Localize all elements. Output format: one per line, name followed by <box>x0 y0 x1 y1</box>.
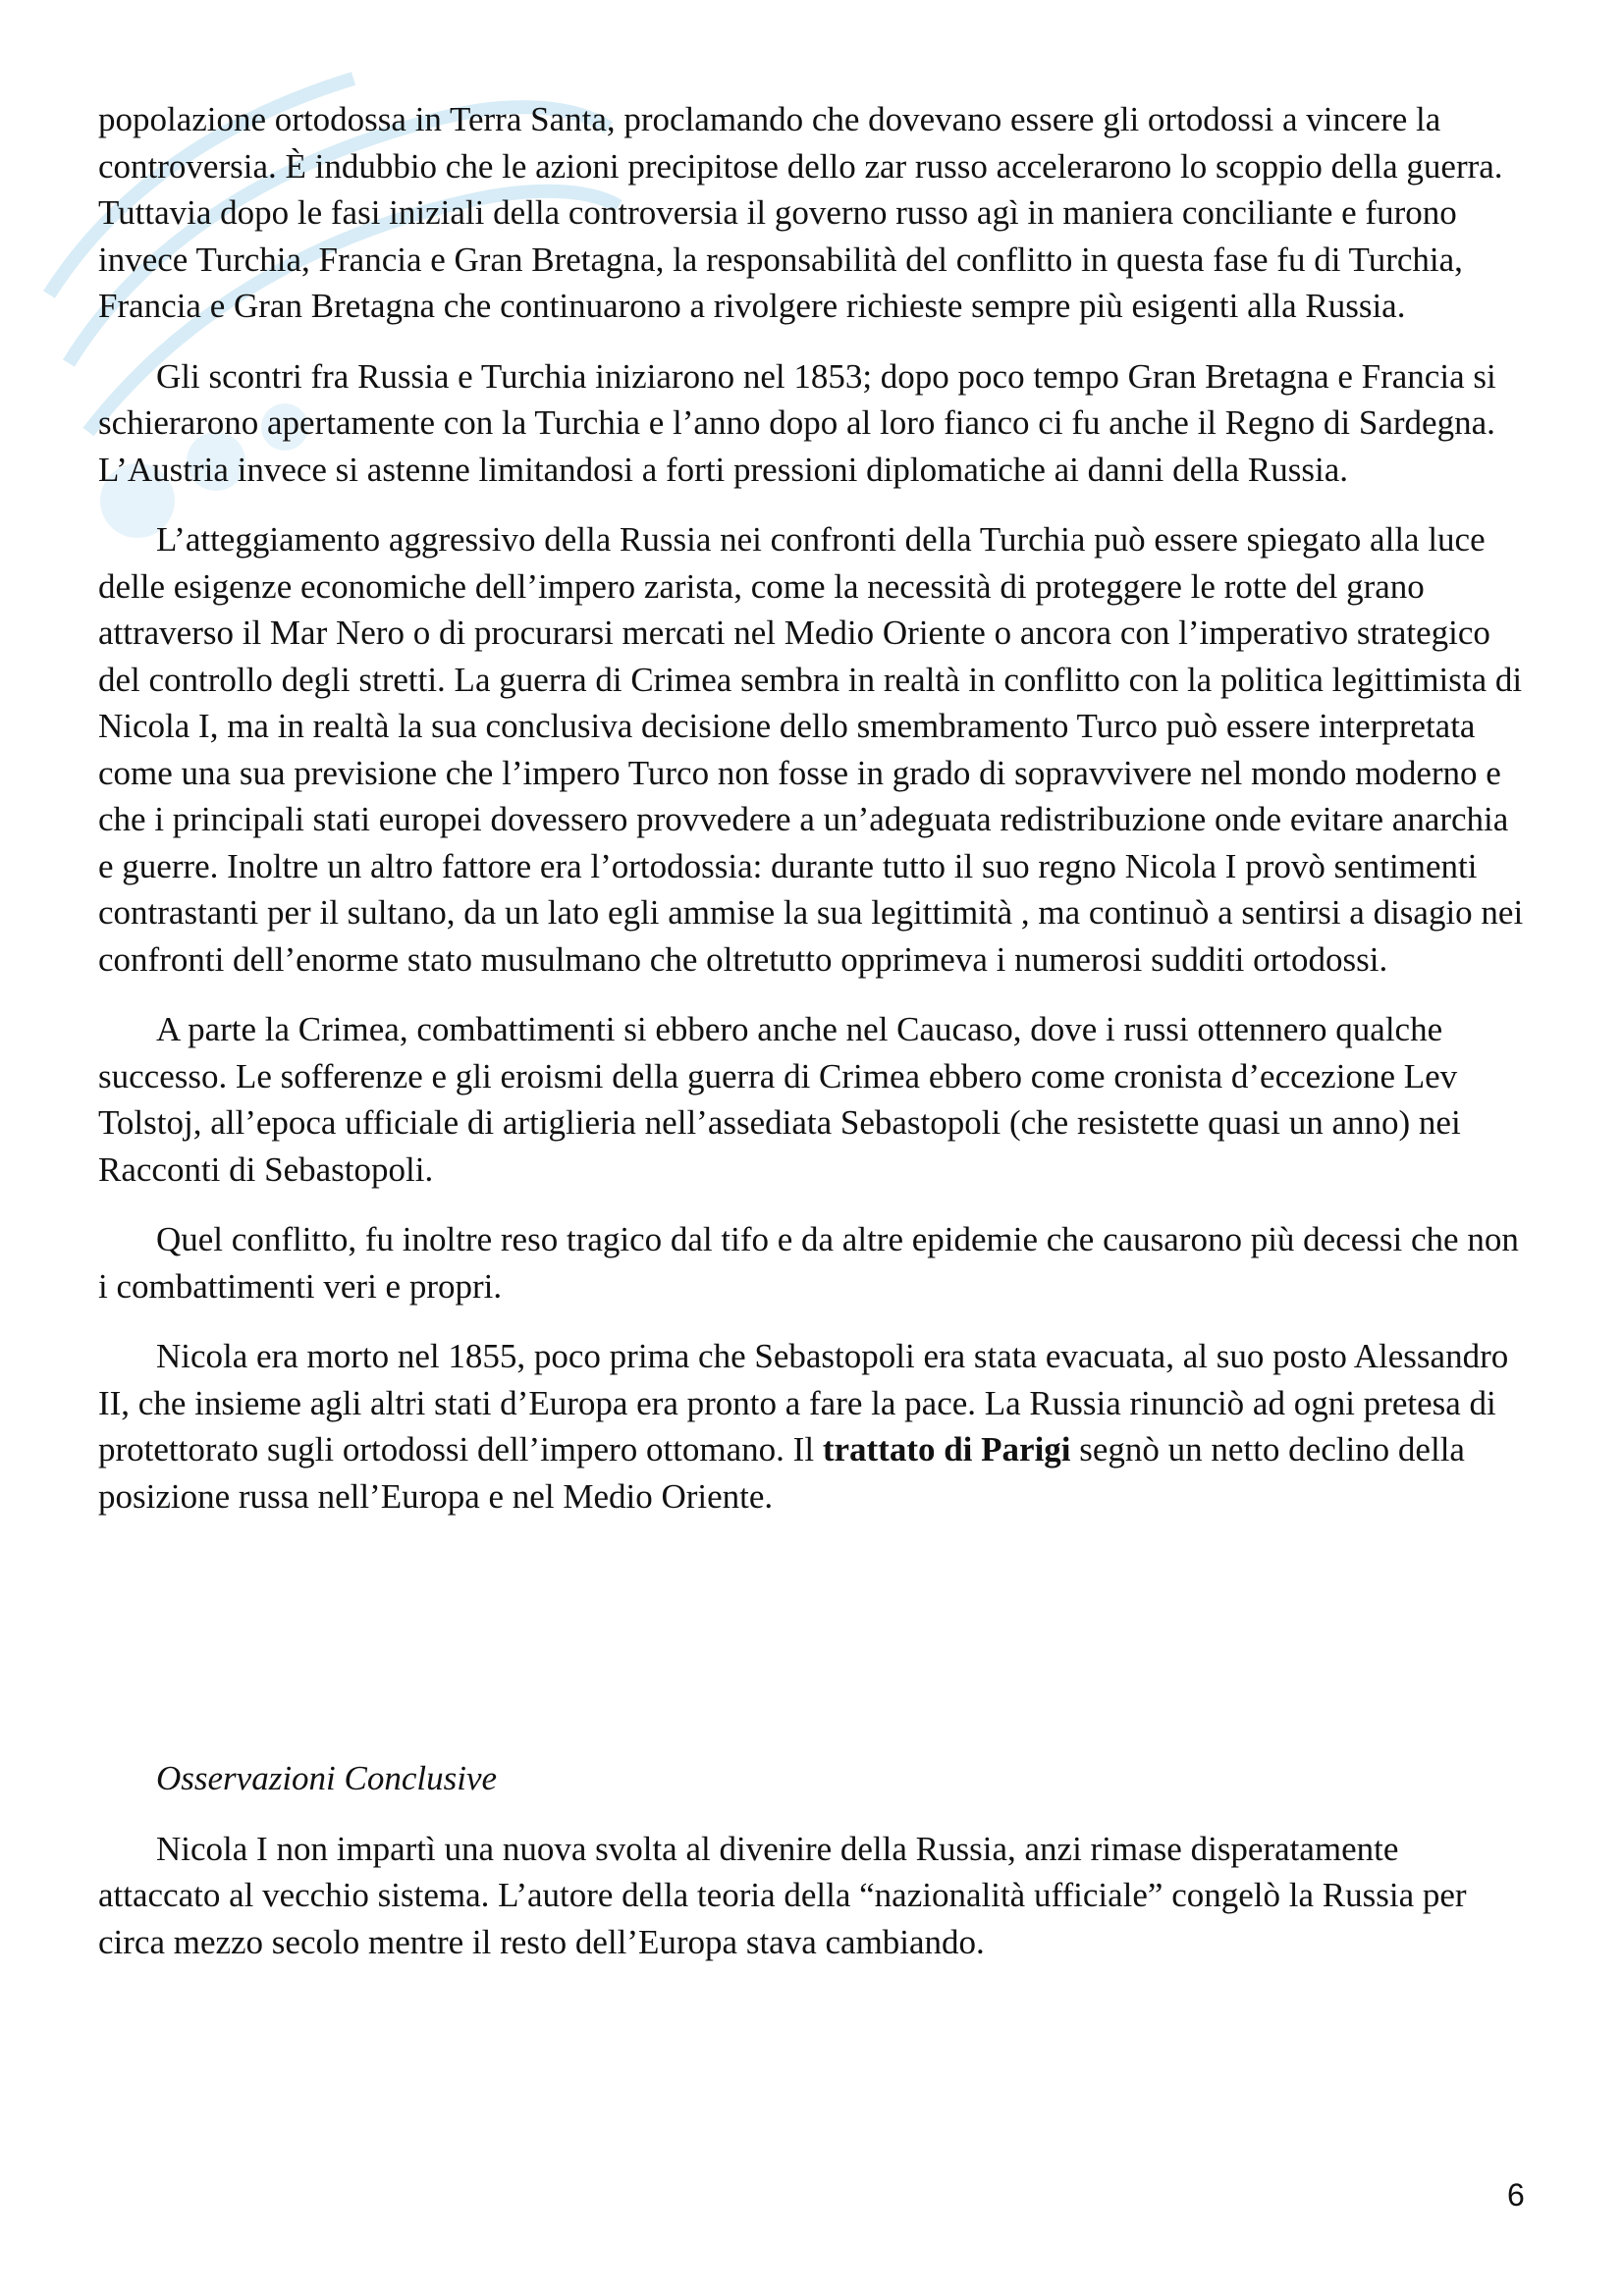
paragraph-5: Quel conflitto, fu inoltre reso tragico dal tifo e da altre epidemie che causarono più decessi che non i combattimenti veri e propri. <box>98 1220 1519 1306</box>
treaty-of-paris-bold: trattato di Parigi <box>822 1430 1071 1468</box>
page-number: 6 <box>1507 2177 1525 2213</box>
section-heading: Osservazioni Conclusive <box>156 1759 498 1797</box>
paragraph-2: Gli scontri fra Russia e Turchia iniziarono nel 1853; dopo poco tempo Gran Bretagna e Francia si schierarono apertamente con la Turchia e l’anno dopo al loro fianco ci fu anche il Regno di Sardegna. L’Austria invece si astenne limitandosi a forti pressioni diplomatiche ai danni della Russia. <box>98 356 1496 489</box>
paragraph-3: L’atteggiamento aggressivo della Russia nei confronti della Turchia può essere spiegato alla luce delle esigenze economiche dell’impero zarista, come la necessità di proteggere le rotte del grano attraverso il Mar Nero o di procurarsi mercati nel Medio Oriente o ancora con l’imperativo strategico del controllo degli stretti. La guerra di Crimea sembra in realtà in conflitto con la politica legittimista di Nicola I, ma in realtà la sua conclusiva decisione dello smembramento Turco può essere interpretata come una sua previsione che l’impero Turco non fosse in grado di sopravvivere nel mondo moderno e che i principali stati europei dovessero provvedere a un’adeguata redistribuzione onde evitare anarchia e guerre. Inoltre un altro fattore era l’ortodossia: durante tutto il suo regno Nicola I provò sentimenti contrastanti per il sultano, da un lato egli ammise la sua legittimità , ma continuò a sentirsi a disagio nei confronti dell’enorme stato musulmano che oltretutto opprimeva i numerosi sudditi ortodossi. <box>98 520 1524 979</box>
paragraph-6-text-end: segnò un netto declino della posizione russa nell’Europa e nel Medio Oriente. <box>98 1430 1465 1516</box>
paragraph-4: A parte la Crimea, combattimenti si ebbero anche nel Caucaso, dove i russi ottennero qualche successo. Le sofferenze e gli eroismi della guerra di Crimea ebbero come cronista d’eccezione Lev Tolstoj, all’epoca ufficiale di artiglieria nell’assediata Sebastopoli (che resistette quasi un anno) nei Racconti di Sebastopoli. <box>98 1010 1461 1189</box>
paragraph-6 <box>98 1333 1527 1520</box>
paragraph-1: popolazione ortodossa in Terra Santa, proclamando che dovevano essere gli ortodossi a vincere la controversia. È indubbio che le azioni precipitose dello zar russo accelerarono lo scoppio della guerra. Tuttavia dopo le fasi iniziali della controversia il governo russo agì in maniera conciliante e furono invece Turchia, Francia e Gran Bretagna, la responsabilità del conflitto in questa fase fu di Turchia, Francia e Gran Bretagna che continuarono a rivolgere richieste sempre più esigenti alla Russia. <box>98 100 1503 325</box>
paragraph-6-text-start: Nicola era morto nel 1855, poco prima che Sebastopoli era stata evacuata, al suo posto Alessandro II, che insieme agli altri stati d’Europa era pronto a fare la pace. La Russia rinunciò ad ogni pretesa di protettorato sugli ortodossi dell’impero ottomano. Il <box>98 1337 1509 1468</box>
main-text <box>98 96 1527 1965</box>
paragraph-7: Nicola I non impartì una nuova svolta al divenire della Russia, anzi rimase disperatamente attaccato al vecchio sistema. L’autore della teoria della “nazionalità ufficiale” congelò la Russia per circa mezzo secolo mentre il resto dell’Europa stava cambiando. <box>98 1829 1467 1961</box>
